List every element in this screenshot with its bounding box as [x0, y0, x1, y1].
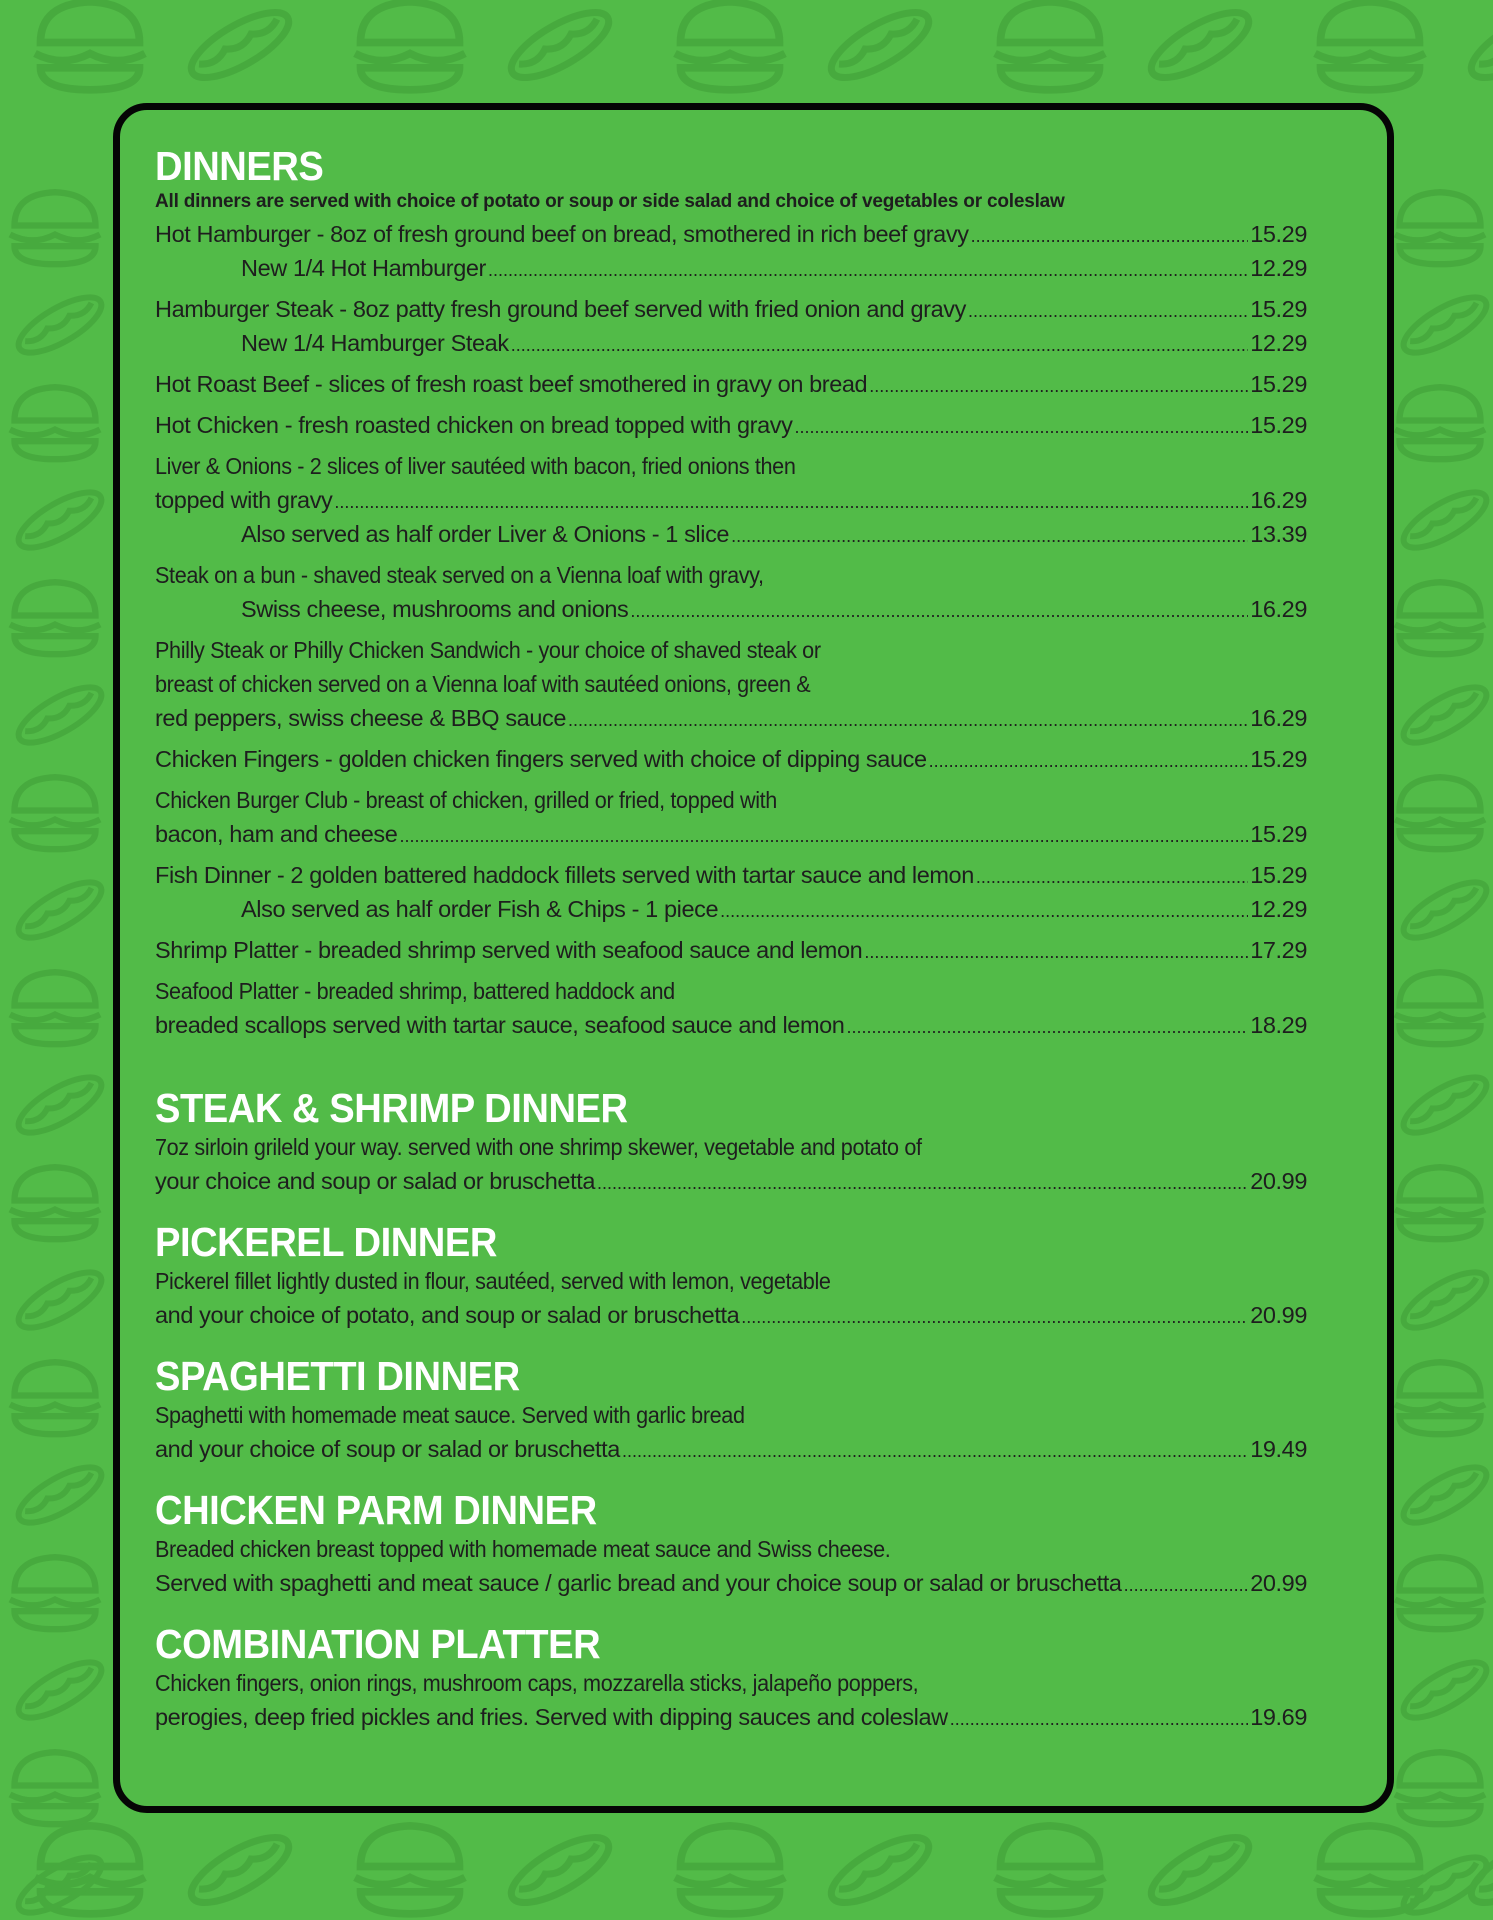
item-price-row — [155, 742, 1307, 776]
dot-leader — [597, 1166, 1248, 1200]
item-name: and your choice of soup or salad or bruschetta — [155, 1436, 620, 1462]
dot-leader — [568, 703, 1248, 737]
menu-item — [155, 1666, 1307, 1734]
item-price-row — [155, 483, 1307, 517]
burger-icon — [10, 192, 100, 264]
section-note: All dinners are served with choice of potato or soup or side salad and choice of vegetables or coleslaw — [155, 191, 1065, 212]
section-title: SPAGHETTI DINNER — [155, 1353, 520, 1399]
dot-leader — [864, 935, 1248, 969]
burger-icon — [10, 777, 100, 849]
burger-icon — [1395, 777, 1485, 849]
item-name: bacon, ham and cheese — [155, 821, 398, 847]
item-price-row — [155, 817, 1307, 851]
hotdog-icon — [1396, 872, 1493, 948]
hotdog-icon — [182, 1825, 297, 1915]
section-spaghetti-dinner — [155, 1352, 1307, 1466]
burger-icon — [1395, 1752, 1485, 1824]
item-price-row — [155, 217, 1307, 251]
item-price: 12.29 — [1250, 330, 1307, 356]
item-price: 15.29 — [1250, 221, 1307, 247]
item-price-row — [155, 933, 1307, 967]
hotdog-icon — [1396, 677, 1493, 753]
item-description-line — [155, 1130, 1307, 1164]
item-description-text: Liver & Onions - 2 slices of liver sautéed with bacon, fried onions then — [155, 453, 796, 479]
item-description-line — [155, 1532, 1307, 1566]
burger-icon — [1395, 387, 1485, 459]
hotdog-icon — [502, 0, 617, 90]
section-steak-shrimp-dinner — [155, 1084, 1307, 1198]
dot-leader — [1124, 1568, 1249, 1602]
menu-item — [155, 1264, 1307, 1332]
hotdog-icon — [502, 1825, 617, 1915]
item-price: 12.29 — [1250, 255, 1307, 281]
item-price: 12.29 — [1250, 896, 1307, 922]
item-price: 16.29 — [1250, 487, 1307, 513]
item-description-text: Breaded chicken breast topped with homemade meat sauce and Swiss cheese. — [155, 1536, 891, 1562]
item-description-line — [155, 667, 1307, 701]
menu-item — [155, 1398, 1307, 1466]
item-name: Also served as half order Liver & Onions - 1 slice — [241, 521, 730, 547]
hotdog-icon — [822, 0, 937, 90]
burger-icon — [1395, 582, 1485, 654]
dot-leader — [511, 328, 1248, 362]
item-description-line — [155, 974, 1307, 1008]
burger-icon — [10, 582, 100, 654]
item-price: 15.29 — [1250, 296, 1307, 322]
item-description-line — [155, 558, 1307, 592]
item-name: Swiss cheese, mushrooms and onions — [241, 596, 629, 622]
dot-leader — [622, 1434, 1248, 1468]
item-name: and your choice of potato, and soup or salad or bruschetta — [155, 1302, 740, 1328]
dot-leader — [929, 744, 1249, 778]
hotdog-icon — [11, 1652, 109, 1728]
item-price: 17.29 — [1250, 937, 1307, 963]
dot-leader — [334, 485, 1248, 519]
section-title: STEAK & SHRIMP DINNER — [155, 1085, 628, 1131]
menu-item — [155, 558, 1307, 626]
item-price: 15.29 — [1250, 371, 1307, 397]
menu-content — [155, 142, 1307, 1734]
burger-icon — [995, 1826, 1105, 1914]
item-name: perogies, deep fried pickles and fries. Served with dipping sauces and coleslaw — [155, 1704, 948, 1730]
menu-item — [155, 1532, 1307, 1600]
section-combination-platter — [155, 1620, 1307, 1734]
item-price-row — [155, 251, 1307, 285]
item-price-row — [155, 892, 1307, 926]
menu-item — [155, 974, 1307, 1042]
section-title: COMBINATION PLATTER — [155, 1621, 601, 1667]
item-price: 20.99 — [1250, 1168, 1307, 1194]
item-price-row — [155, 1566, 1307, 1600]
item-price-row — [155, 292, 1307, 326]
item-price: 20.99 — [1250, 1302, 1307, 1328]
hotdog-icon — [1142, 0, 1257, 90]
item-name: Shrimp Platter - breaded shrimp served with seafood sauce and lemon — [155, 937, 863, 963]
section-chicken-parm-dinner — [155, 1486, 1307, 1600]
dot-leader — [846, 1010, 1248, 1044]
section-pickerel-dinner — [155, 1218, 1307, 1332]
menu-item — [155, 408, 1307, 442]
item-price-row — [155, 408, 1307, 442]
item-name: Hot Hamburger - 8oz of fresh ground beef on bread, smothered in rich beef gravy — [155, 221, 969, 247]
hotdog-icon — [11, 872, 109, 948]
menu-item — [155, 292, 1307, 326]
item-name: Hot Chicken - fresh roasted chicken on bread topped with gravy — [155, 412, 793, 438]
dot-leader — [731, 519, 1248, 553]
dot-leader — [630, 594, 1248, 628]
item-price-row — [155, 592, 1307, 626]
burger-icon — [1395, 1362, 1485, 1434]
item-price-row — [155, 1432, 1307, 1466]
item-price-row — [155, 367, 1307, 401]
item-price: 16.29 — [1250, 705, 1307, 731]
item-description-line — [155, 1398, 1307, 1432]
item-description-text: Philly Steak or Philly Chicken Sandwich - your choice of shaved steak or — [155, 637, 821, 663]
item-name: Also served as half order Fish & Chips - 1 piece — [241, 896, 719, 922]
item-name: red peppers, swiss cheese & BBQ sauce — [155, 705, 567, 731]
dot-leader — [399, 819, 1248, 853]
menu-item — [155, 933, 1307, 967]
item-price-row — [155, 858, 1307, 892]
burger-icon — [1395, 1557, 1485, 1629]
item-description-text: breast of chicken served on a Vienna loaf with sautéed onions, green & — [155, 671, 811, 697]
hotdog-icon — [11, 677, 109, 753]
item-description-text: Chicken fingers, onion rings, mushroom caps, mozzarella sticks, jalapeño poppers, — [155, 1670, 919, 1696]
hotdog-icon — [11, 1262, 109, 1338]
item-price: 13.39 — [1250, 521, 1307, 547]
hotdog-icon — [1396, 1457, 1493, 1533]
burger-icon — [1395, 192, 1485, 264]
burger-icon — [1395, 1167, 1485, 1239]
burger-icon — [1315, 1826, 1425, 1914]
item-description-text: Pickerel fillet lightly dusted in flour, sautéed, served with lemon, vegetable — [155, 1268, 831, 1294]
item-name: Fish Dinner - 2 golden battered haddock fillets served with tartar sauce and lemon — [155, 862, 974, 888]
dot-leader — [794, 410, 1248, 444]
dot-leader — [971, 219, 1249, 253]
item-price-row — [155, 1164, 1307, 1198]
item-price: 18.29 — [1250, 1012, 1307, 1038]
hotdog-icon — [822, 1825, 937, 1915]
hotdog-icon — [1142, 1825, 1257, 1915]
item-description-line — [155, 783, 1307, 817]
menu-item — [155, 892, 1307, 926]
item-price-row — [155, 1700, 1307, 1734]
item-description-text: Steak on a bun - shaved steak served on a Vienna loaf with gravy, — [155, 562, 764, 588]
burger-icon — [1315, 2, 1425, 90]
burger-icon — [10, 972, 100, 1044]
burger-icon — [355, 2, 465, 90]
item-price-row — [155, 1008, 1307, 1042]
item-price: 16.29 — [1250, 596, 1307, 622]
section-dinners — [155, 142, 1307, 1042]
dot-leader — [869, 369, 1248, 403]
item-price: 15.29 — [1250, 412, 1307, 438]
menu-item — [155, 217, 1307, 251]
hotdog-icon — [1396, 1067, 1493, 1143]
item-name: Hot Roast Beef - slices of fresh roast beef smothered in gravy on bread — [155, 371, 868, 397]
item-price-row — [155, 517, 1307, 551]
burger-icon — [355, 1826, 465, 1914]
hotdog-icon — [11, 287, 109, 363]
item-description-text: Seafood Platter - breaded shrimp, battered haddock and — [155, 978, 675, 1004]
burger-icon — [10, 387, 100, 459]
item-price: 19.69 — [1250, 1704, 1307, 1730]
item-name: breaded scallops served with tartar sauce, seafood sauce and lemon — [155, 1012, 845, 1038]
hotdog-icon — [11, 1457, 109, 1533]
dot-leader — [976, 860, 1248, 894]
burger-icon — [1395, 972, 1485, 1044]
item-price: 20.99 — [1250, 1570, 1307, 1596]
menu-item — [155, 742, 1307, 776]
item-name: New 1/4 Hot Hamburger — [241, 255, 486, 281]
dot-leader — [968, 294, 1248, 328]
burger-icon — [675, 1826, 785, 1914]
item-price-row — [155, 326, 1307, 360]
menu-item — [155, 633, 1307, 735]
item-description-text: 7oz sirloin grileld your way. served with one shrimp skewer, vegetable and potato of — [155, 1134, 922, 1160]
hotdog-icon — [182, 0, 297, 90]
item-name: Chicken Fingers - golden chicken fingers served with choice of dipping sauce — [155, 746, 927, 772]
item-price-row — [155, 1298, 1307, 1332]
menu-item — [155, 517, 1307, 551]
menu-item — [155, 251, 1307, 285]
item-description-line — [155, 633, 1307, 667]
dot-leader — [488, 253, 1248, 287]
burger-icon — [10, 1752, 100, 1824]
hotdog-icon — [11, 482, 109, 558]
item-name: Served with spaghetti and meat sauce / garlic bread and your choice soup or salad or bruschetta — [155, 1570, 1122, 1596]
item-description-text: Spaghetti with homemade meat sauce. Served with garlic bread — [155, 1402, 745, 1428]
burger-icon — [10, 1362, 100, 1434]
item-price: 15.29 — [1250, 746, 1307, 772]
item-description-text: Chicken Burger Club - breast of chicken, grilled or fried, topped with — [155, 787, 777, 813]
item-description-line — [155, 449, 1307, 483]
dot-leader — [741, 1300, 1248, 1334]
hotdog-icon — [1396, 482, 1493, 558]
burger-icon — [35, 2, 145, 90]
hotdog-icon — [1396, 1652, 1493, 1728]
hotdog-icon — [1396, 1262, 1493, 1338]
item-name: topped with gravy — [155, 487, 333, 513]
menu-item — [155, 858, 1307, 892]
hotdog-icon — [1396, 287, 1493, 363]
item-price: 19.49 — [1250, 1436, 1307, 1462]
hotdog-icon — [11, 1067, 109, 1143]
dot-leader — [950, 1702, 1249, 1736]
section-title: PICKEREL DINNER — [155, 1219, 497, 1265]
menu-item — [155, 367, 1307, 401]
menu-item — [155, 783, 1307, 851]
item-price: 15.29 — [1250, 862, 1307, 888]
dot-leader — [720, 894, 1248, 928]
burger-icon — [10, 1557, 100, 1629]
item-name: New 1/4 Hamburger Steak — [241, 330, 509, 356]
item-name: Hamburger Steak - 8oz patty fresh ground beef served with fried onion and gravy — [155, 296, 966, 322]
burger-icon — [675, 2, 785, 90]
hotdog-icon — [1462, 0, 1493, 90]
item-name: your choice and soup or salad or bruschetta — [155, 1168, 596, 1194]
menu-item — [155, 326, 1307, 360]
item-price-row — [155, 701, 1307, 735]
menu-item — [155, 1130, 1307, 1198]
section-title: DINNERS — [155, 143, 324, 189]
section-title: CHICKEN PARM DINNER — [155, 1487, 597, 1533]
item-description-line — [155, 1666, 1307, 1700]
item-description-line — [155, 1264, 1307, 1298]
burger-icon — [10, 1167, 100, 1239]
menu-item — [155, 449, 1307, 517]
item-price: 15.29 — [1250, 821, 1307, 847]
burger-icon — [995, 2, 1105, 90]
